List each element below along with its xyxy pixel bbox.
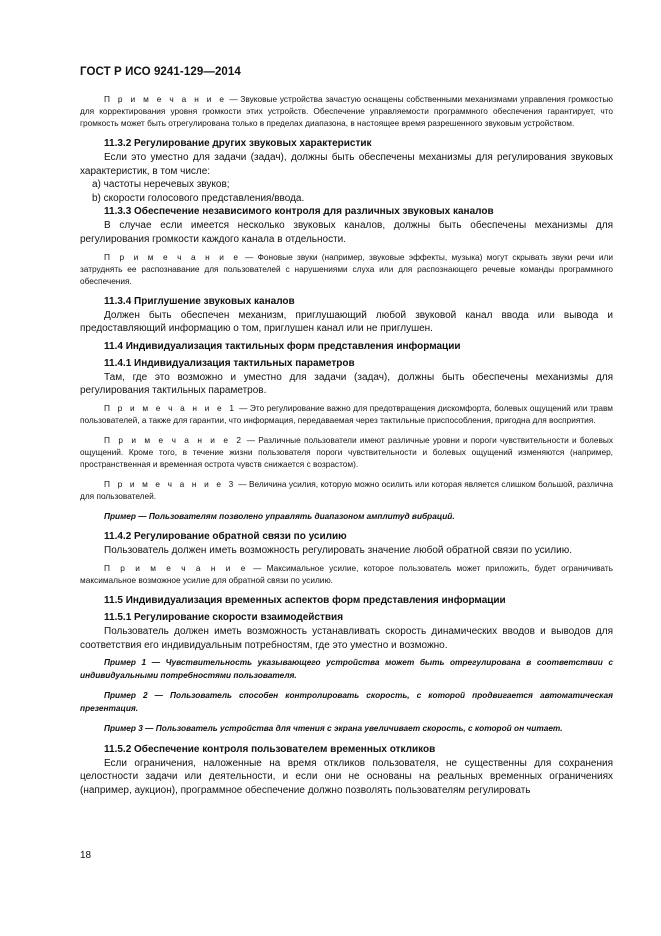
note-label: П р и м е ч а н и е 1 xyxy=(104,402,237,413)
section-heading: 11.4.2 Регулирование обратной связи по усилию xyxy=(104,531,347,543)
note xyxy=(80,562,613,586)
section-heading: 11.5 Индивидуализация временных аспектов форм представления информации xyxy=(104,595,506,607)
paragraph: Должен быть обеспечен механизм, приглушающий любой звуковой канал ввода или вывода и предоставляющий информацию о том, приглушен канал или не приглушен. xyxy=(80,309,613,335)
list-item: b) скорости голосового представления/ввода. xyxy=(92,192,305,204)
note-text: — Звуковые устройства зачастую оснащены собственными механизмами управления громкостью для корректирования уровня громкости этих устройств. Обеспечение управляемости программного обеспечения гарантирует, что громкость может быть отрегулирована только в пределах диапазона, в настоящее время разрешенного звуковым устройством. xyxy=(80,94,613,128)
example: Пример — Пользователям позволено управлять диапазоном амплитуд вибраций. xyxy=(104,510,455,521)
section-heading: 11.4.1 Индивидуализация тактильных параметров xyxy=(104,357,355,369)
note-text: — Фоновые звуки (например, звуковые эффекты, музыка) могут скрывать звуки речи или затруднять ее распознавание для пользователей с нарушениями слуха или для распознающего речевые команды программного обеспечения. xyxy=(80,251,614,286)
example: Пример 3 — Пользователь устройства для чтения с экрана увеличивает скорость, с которой он читает. xyxy=(104,723,563,734)
section-heading: 11.4 Индивидуализация тактильных форм представления информации xyxy=(104,340,461,352)
note-text: — Это регулирование важно для предотвращения дискомфорта, болевых ощущений или травм пользователей, а также для гарантии, что информация, передаваемая через тактильные приспособления, пригодна для восприятия. xyxy=(80,402,613,425)
note-text: — Максимальное усилие, которое пользователь может приложить, будет ограничивать максимальное возможное усилие для обратной связи по усилию. xyxy=(80,563,613,586)
page-number: 18 xyxy=(80,850,92,861)
section-heading: 11.5.2 Обеспечение контроля пользователем временных откликов xyxy=(104,743,436,755)
note xyxy=(80,402,613,426)
section-heading: 11.3.4 Приглушение звуковых каналов xyxy=(104,295,295,307)
document-body xyxy=(80,93,613,798)
document-header: ГОСТ Р ИСО 9241-129—2014 xyxy=(80,66,241,78)
note-text: — Различные пользователи имеют различные уровни и пороги чувствительности и болевых ощущений. Кроме того, в течение жизни пользователя пороги чувствительности и болевых ощущений изменяются (например, пространственная и временная острота чувств снижается с возрастом). xyxy=(80,434,613,469)
section-heading: 11.3.2 Регулирование других звуковых характеристик xyxy=(104,138,372,149)
note xyxy=(80,478,613,502)
paragraph: Пользователь должен иметь возможность устанавливать скорость динамических вводов и выводов для соответствия его индивидуальным потребностям, где это уместно и возможно. xyxy=(80,626,613,651)
paragraph: Там, где это возможно и уместно для задачи (задач), должны быть обеспечены механизмы для регулирования тактильных параметров. xyxy=(80,371,613,397)
paragraph: Если ограничения, наложенные на время откликов пользователя, не существенны для сохранения целостности задачи или деятельности, и если они не основаны на реальных временных ограничениях (например, аукцион), программное обеспечение должно позволять пользователям регулировать xyxy=(80,757,613,796)
paragraph: Пользователь должен иметь возможность регулировать значение любой обратной связи по усилию. xyxy=(104,545,572,557)
note-label: П р и м е ч а н и е 3 xyxy=(104,478,236,489)
note-label: П р и м е ч а н и е xyxy=(104,563,248,574)
note xyxy=(80,434,613,470)
paragraph: В случае если имеется несколько звуковых каналов, должны быть обеспечены механизмы для регулирования громкости каждого канала в отдельности. xyxy=(80,220,613,245)
note-text: — Величина усилия, которую можно осилить или которая является слишком большой, различна для пользователей. xyxy=(80,478,613,501)
note xyxy=(80,93,613,129)
note-label: П р и м е ч а н и е xyxy=(104,251,241,262)
paragraph: Если это уместно для задачи (задач), должны быть обеспечены механизмы для регулирования звуковых характеристик, в том числе: xyxy=(80,152,613,177)
section-heading: 11.5.1 Регулирование скорости взаимодействия xyxy=(104,612,344,624)
list-item: a) частоты неречевых звуков; xyxy=(92,179,230,191)
note-label: П р и м е ч а н и е 2 xyxy=(104,434,244,445)
note-label: П р и м е ч а н и е xyxy=(104,94,227,104)
section-heading: 11.3.3 Обеспечение независимого контроля для различных звуковых каналов xyxy=(104,206,494,218)
example: Пример 1 — Чувствительность указывающего устройства может быть отрегулирована в соответствии с индивидуальными потребностями пользователя. xyxy=(80,657,613,680)
example: Пример 2 — Пользователь способен контролировать скорость, с которой продвигается автоматическая презентация. xyxy=(80,690,613,713)
note xyxy=(80,251,613,287)
